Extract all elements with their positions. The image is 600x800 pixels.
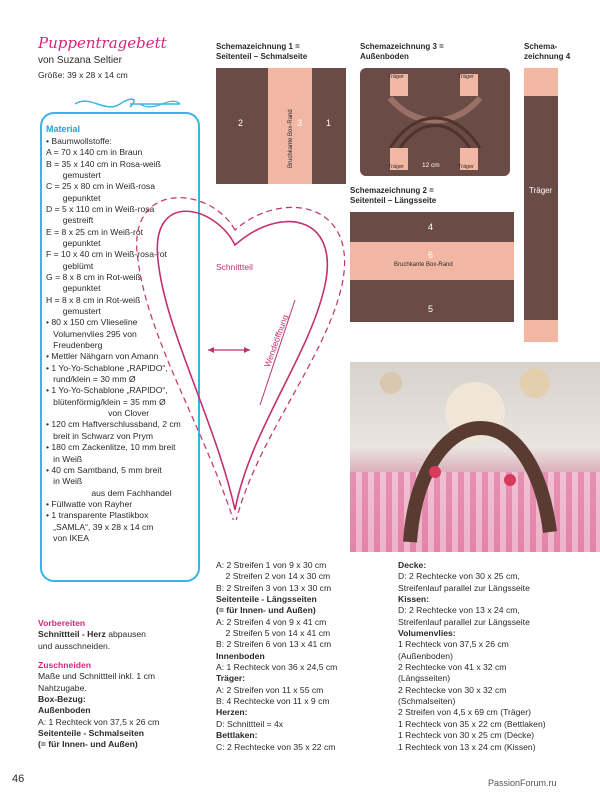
cut-heading: Zuschneiden xyxy=(38,660,92,671)
material-line: gepunktet xyxy=(46,283,101,294)
cut-list-line: Seitenteile - Längsseiten xyxy=(216,594,317,605)
material-line: gepunktet xyxy=(46,192,101,203)
s2-fold: Bruchkante Box-Rand xyxy=(394,262,453,268)
material-line: rund/klein = 30 mm Ø xyxy=(46,374,136,385)
cut-list-line: Volumenvlies: xyxy=(398,628,456,639)
material-line: gemustert xyxy=(46,169,101,180)
cut-list-line: A: 2 Streifen von 11 x 55 cm xyxy=(216,684,324,695)
prep-section xyxy=(38,618,208,751)
cut-list-line: Decke: xyxy=(398,560,427,570)
scheme4-heading: Schema- zeichnung 4 xyxy=(524,42,571,61)
material-line: gepunktet xyxy=(46,237,101,248)
scheme1 xyxy=(216,68,346,184)
material-line: gemustert xyxy=(46,306,101,317)
material-line: • 80 x 150 cm Vlieseline xyxy=(46,317,138,328)
material-line: • Mettler Nähgarn von Amann xyxy=(46,351,159,362)
material-line: F = 10 x 40 cm in Weiß-rosa-rot xyxy=(46,249,167,260)
material-line: D = 5 x 110 cm in Weiß-rosa xyxy=(46,203,155,214)
cut-aussenboden: Außenboden xyxy=(38,705,91,716)
cut-list-line: A: 1 Rechteck von 36 x 24,5 cm xyxy=(216,662,338,673)
material-line: Freudenberg xyxy=(46,340,103,351)
cut-line-2: Nahtzugabe. xyxy=(38,682,87,693)
scheme3 xyxy=(360,68,510,176)
cut-list-line: 1 Rechteck von 30 x 25 cm (Decke) xyxy=(398,730,535,741)
s3-traeger4: Träger xyxy=(458,164,474,170)
material-heading: Material xyxy=(46,124,81,134)
s4-traeger: Träger xyxy=(529,186,553,195)
material-line: • 40 cm Samtband, 5 mm breit xyxy=(46,464,162,475)
cut-list-line: Kissen: xyxy=(398,594,430,605)
cut-list-line: 1 Rechteck von 35 x 22 cm (Bettlaken) xyxy=(398,718,546,729)
material-line: breit in Schwarz von Prym xyxy=(46,430,153,441)
page-title: Puppentragebett xyxy=(38,34,167,52)
s3-traeger3: Träger xyxy=(388,164,404,170)
material-line: Volumenvlies 295 von xyxy=(46,328,137,339)
material-line: „SAMLA“, 39 x 28 x 14 cm xyxy=(46,521,154,532)
material-line: von Clover xyxy=(46,408,150,419)
s3-12cm: 12 cm xyxy=(422,162,440,169)
cut-list-line: 2 Rechtecke von 30 x 32 cm xyxy=(398,684,507,695)
cut-line-1: Maße und Schnittteil inkl. 1 cm xyxy=(38,671,156,682)
opening-label: Wendeöffnung xyxy=(262,313,291,369)
material-line: A = 70 x 140 cm in Braun xyxy=(46,147,143,158)
cut-list-line: 1 Rechteck von 37,5 x 26 cm xyxy=(398,639,509,650)
material-line: • Füllwatte von Rayher xyxy=(46,498,133,509)
cut-list-line: (= für Innen- und Außen) xyxy=(216,605,316,616)
cut-list-line: (Längsseiten) xyxy=(398,673,451,684)
cut-list-line: D: 2 Rechtecke von 13 x 24 cm, xyxy=(398,605,520,616)
material-line: geblümt xyxy=(46,260,94,271)
scheme1-heading: Schemazeichnung 1 = Seitenteil – Schmalseite xyxy=(216,42,308,61)
watermark: PassionForum.ru xyxy=(488,778,557,788)
cut-list-line: 2 Streifen 5 von 14 x 41 cm xyxy=(216,628,331,639)
material-line: E = 8 x 25 cm in Weiß-rot xyxy=(46,226,144,237)
prep-heading: Vorbereiten xyxy=(38,618,86,628)
cut-list-line: (Außenboden) xyxy=(398,650,453,661)
cut-list-line: 2 Rechtecke von 41 x 32 cm xyxy=(398,662,507,673)
material-line: aus dem Fachhandel xyxy=(46,487,172,498)
material-line: • 1 Yo-Yo-Schablone „RAPIDO“, xyxy=(46,362,168,373)
cut-list-line: D: 2 Rechtecke von 30 x 25 cm, xyxy=(398,571,520,582)
material-line: • Baumwollstoffe: xyxy=(46,135,112,146)
s2-n4: 4 xyxy=(428,222,434,232)
scheme2-heading: Schemazeichnung 2 = Seitenteil – Längsseite xyxy=(350,186,437,205)
cut-boxbezug: Box-Bezug: xyxy=(38,694,86,705)
material-line: C = 25 x 80 cm in Weiß-rosa xyxy=(46,181,155,192)
product-photo xyxy=(350,362,600,552)
material-line: • 1 transparente Plastikbox xyxy=(46,510,149,521)
s2-n6: 6 xyxy=(428,250,434,260)
material-line: in Weiß xyxy=(46,476,83,487)
cut-list-line: B: 4 Rechtecke von 11 x 9 cm xyxy=(216,696,330,707)
cut-list-column-2 xyxy=(216,560,391,753)
cut-list-line: Bettlaken: xyxy=(216,730,258,741)
cut-list-line: Herzen: xyxy=(216,707,248,718)
prep-text: abpausen xyxy=(105,629,146,640)
s2-n5: 5 xyxy=(428,304,434,314)
cut-list-line: C: 2 Rechtecke von 35 x 22 cm xyxy=(216,741,336,752)
s1-n2: 2 xyxy=(238,118,244,128)
material-line: in Weiß xyxy=(46,453,83,464)
cut-list-line: Streifenlauf parallel zur Längsseite xyxy=(398,582,530,593)
prep-text-bold: Schnittteil - Herz xyxy=(38,629,106,640)
cut-list-line: Streifenlauf parallel zur Längsseite xyxy=(398,616,530,627)
size-info: Größe: 39 x 28 x 14 cm xyxy=(38,70,128,80)
scheme2 xyxy=(350,212,514,322)
s1-n3: 3 xyxy=(297,118,303,128)
material-line: G = 8 x 8 cm in Rot-weiß xyxy=(46,272,141,282)
cut-list-line: 1 Rechteck von 13 x 24 cm (Kissen) xyxy=(398,741,536,752)
cut-seitenteile-2: (= für Innen- und Außen) xyxy=(38,739,138,750)
cut-list-line: 2 Streifen von 4,5 x 69 cm (Träger) xyxy=(398,707,531,718)
cut-a1: A: 1 Rechteck von 37,5 x 26 cm xyxy=(38,716,160,727)
material-line: gestreift xyxy=(46,215,94,226)
cut-seitenteile: Seitenteile - Schmalseiten xyxy=(38,728,145,739)
prep-text-2: und ausschneiden. xyxy=(38,640,111,651)
heart-pattern xyxy=(120,190,360,520)
heart-label: Schnittteil xyxy=(216,262,253,272)
s3-traeger2: Träger xyxy=(458,74,474,80)
material-line: • 180 cm Zackenlitze, 10 mm breit xyxy=(46,442,176,453)
s1-fold: Bruchkante Box-Rand xyxy=(288,109,294,168)
cut-list-line: B: 2 Streifen 6 von 13 x 41 cm xyxy=(216,639,332,650)
page-number: 46 xyxy=(12,773,25,785)
cut-list-line: D: Schnittteil = 4x xyxy=(216,718,284,729)
author: von Suzana Seltier xyxy=(38,55,122,66)
cut-list-line: B: 2 Streifen 3 von 13 x 30 cm xyxy=(216,582,332,593)
cut-list-line: Innenboden xyxy=(216,650,265,661)
cut-list-line: (Schmalseiten) xyxy=(398,696,456,707)
material-line: B = 35 x 140 cm in Rosa-weiß xyxy=(46,158,161,169)
scheme4 xyxy=(524,68,558,342)
cut-list-line: 2 Streifen 2 von 14 x 30 cm xyxy=(216,571,331,582)
material-line: von IKEA xyxy=(46,532,89,543)
s1-n1: 1 xyxy=(326,118,332,128)
cut-list-line: A: 2 Streifen 1 von 9 x 30 cm xyxy=(216,560,327,570)
material-line: H = 8 x 8 cm in Rot-weiß xyxy=(46,294,141,305)
scheme3-heading: Schemazeichnung 3 = Außenboden xyxy=(360,42,444,61)
material-line: • 1 Yo-Yo-Schablone „RAPIDO“, xyxy=(46,385,168,396)
cut-list-line: A: 2 Streifen 4 von 9 x 41 cm xyxy=(216,616,327,627)
cut-list-line: Träger: xyxy=(216,673,246,684)
material-line: • 120 cm Haftverschlussband, 2 cm xyxy=(46,419,181,430)
material-line: blütenförmig/klein = 35 mm Ø xyxy=(46,396,166,407)
s3-traeger1: Träger xyxy=(388,74,404,80)
cut-list-column-3 xyxy=(398,560,598,753)
